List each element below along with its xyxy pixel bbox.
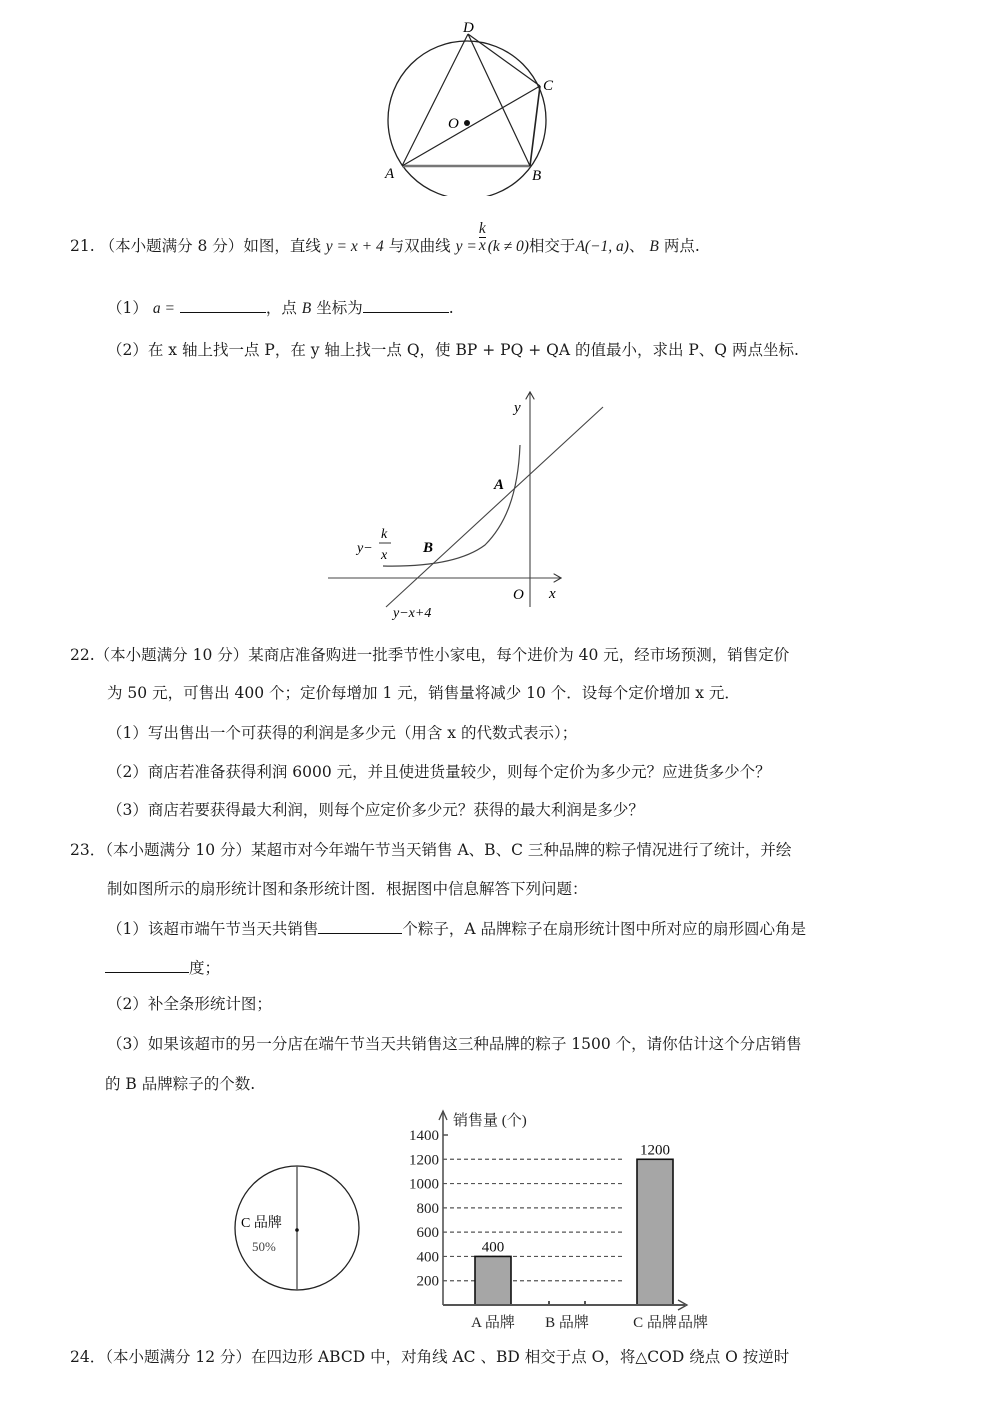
q21-text: 、 [628,237,645,255]
q22-part3: （3）商店若要获得最大利润，则每个应定价多少元？获得的最大利润是多少？ [107,801,644,819]
y-tick-label: 1200 [409,1152,439,1169]
bar-data-label: 1200 [640,1142,670,1159]
q22-part1: （1）写出售出一个可获得的利润是多少元（用含 x 的代数式表示）； [107,724,578,742]
label-b: B [532,168,542,184]
q21-text: 坐标为 [316,299,363,317]
q21-hyp-eq: y = [455,238,477,255]
answer-blank-angle[interactable] [105,956,189,973]
y-tick-label: 400 [416,1249,439,1266]
q21-line-eq: y = x + 4 [325,238,384,255]
label-line: y−x+4 [393,606,432,621]
bar-data-label: 400 [481,1239,505,1256]
q21-stem [70,219,700,257]
hyperbola-curve [383,445,520,566]
label-hyperbola-num: k [381,527,388,542]
pie-label-percent: 50% [252,1239,276,1254]
fraction-denominator: x [478,236,486,254]
pie-center [295,1228,299,1232]
x-axis-title: 品牌 [677,1315,709,1331]
q21-text: ，点 [265,299,297,317]
x-category-label: B 品牌 [545,1315,589,1331]
q21-point-b: B [301,300,312,317]
q21-fraction [479,221,486,254]
label-x-axis: x [549,586,556,602]
q21-text: 与双曲线 [388,237,451,255]
y-axis-title: 销售量 (个) [453,1113,527,1129]
q22-line1: 22.（本小题满分 10 分）某商店准备购进一批季节性小家电，每个进价为 40 元，经市场预测，销售定价 [70,646,790,664]
q23-part1-cont [105,956,220,978]
q21-text: 两点. [663,237,700,255]
y-tick-label: 1400 [409,1128,439,1144]
answer-blank-total[interactable] [318,917,402,934]
q21-text: 如图，直线 [243,237,321,255]
label-c: C [543,78,554,94]
q21-number: 21. [70,237,95,255]
q23-text: 度； [189,959,221,977]
center-dot [464,120,470,126]
bar-a [475,1256,511,1305]
x-category-label: C 品牌 [633,1315,677,1331]
y-tick-label: 800 [416,1200,439,1217]
q21-point-a: A(−1, a) [575,238,629,255]
bar-c [637,1159,673,1305]
q23-part2: （2）补全条形统计图； [107,995,272,1013]
q21-score: （本小题满分 8 分） [99,237,244,255]
q23-part1 [107,917,806,939]
circle-figure [380,18,560,196]
q23-line1: 23．（本小题满分 10 分）某超市对今年端午节当天销售 A、B、C 三种品牌的粽子情况进行了统计，并绘 [70,841,792,859]
hyperbola-figure [320,385,620,625]
pie-label-c: C 品牌 [241,1216,282,1231]
y-tick-label: 1000 [409,1176,439,1193]
q21-text: 相交于 [528,237,576,255]
label-d: D [463,20,474,36]
grid-layer [443,1135,622,1281]
q23-part3: （3）如果该超市的另一分店在端午节当天共销售这三种品牌的粽子 1500 个，请你估计这个分店销售 [107,1035,802,1053]
circle-o [388,41,546,196]
answer-blank-a[interactable] [180,296,266,313]
x-category-label: A 品牌 [471,1315,515,1331]
q23-text: （1）该超市端午节当天共销售 [107,920,319,938]
q21-text: . [448,299,454,317]
y-tick-label: 200 [416,1273,439,1290]
bar-chart [395,1105,725,1340]
y-tick-label: 600 [416,1225,439,1242]
label-point-a: A [494,477,505,493]
q23-part3-cont: 的 B 品牌粽子的个数. [105,1075,256,1093]
q21-a-label: a = [152,300,175,317]
label-o: O [448,116,459,132]
fraction-numerator: k [478,219,486,237]
part-number: （1） [107,299,148,317]
segment-dc [468,34,540,86]
q21-part1 [107,296,454,319]
segment-ac [402,86,540,166]
q21-part2: （2）在 x 轴上找一点 P，在 y 轴上找一点 Q，使 BP + PQ + QA 的值最小，求出 P、Q 两点坐标. [107,341,799,359]
answer-blank-b[interactable] [363,296,449,313]
line-y-x-plus-4 [386,407,603,607]
segment-db [468,34,530,166]
pie-chart [225,1145,375,1325]
label-a: A [385,166,395,182]
q23-text: 个粽子，A 品牌粽子在扇形统计图中所对应的扇形圆心角是 [402,920,806,938]
q24-line1: 24．（本小题满分 12 分）在四边形 ABCD 中，对角线 AC 、BD 相交于点 O，将△COD 绕点 O 按逆时 [70,1348,790,1366]
label-hyperbola-den: x [381,548,388,563]
label-origin: O [513,587,524,603]
bar-layer [475,1142,673,1305]
q21-point-b: B [649,238,659,255]
label-point-b: B [423,540,434,556]
q22-part2: （2）商店若准备获得利润 6000 元，并且使进货量较少，则每个定价为多少元？应进货多少个？ [107,763,771,781]
label-y-axis: y [514,400,521,416]
q22-line2: 为 50 元，可售出 400 个；定价每增加 1 元，销售量将减少 10 个．设每个定价增加 x 元． [107,684,740,702]
label-hyperbola: y− [357,541,373,556]
q21-condition: (k ≠ 0) [487,238,529,255]
q23-line2: 制如图所示的扇形统计图和条形统计图．根据图中信息解答下列问题： [107,880,588,898]
